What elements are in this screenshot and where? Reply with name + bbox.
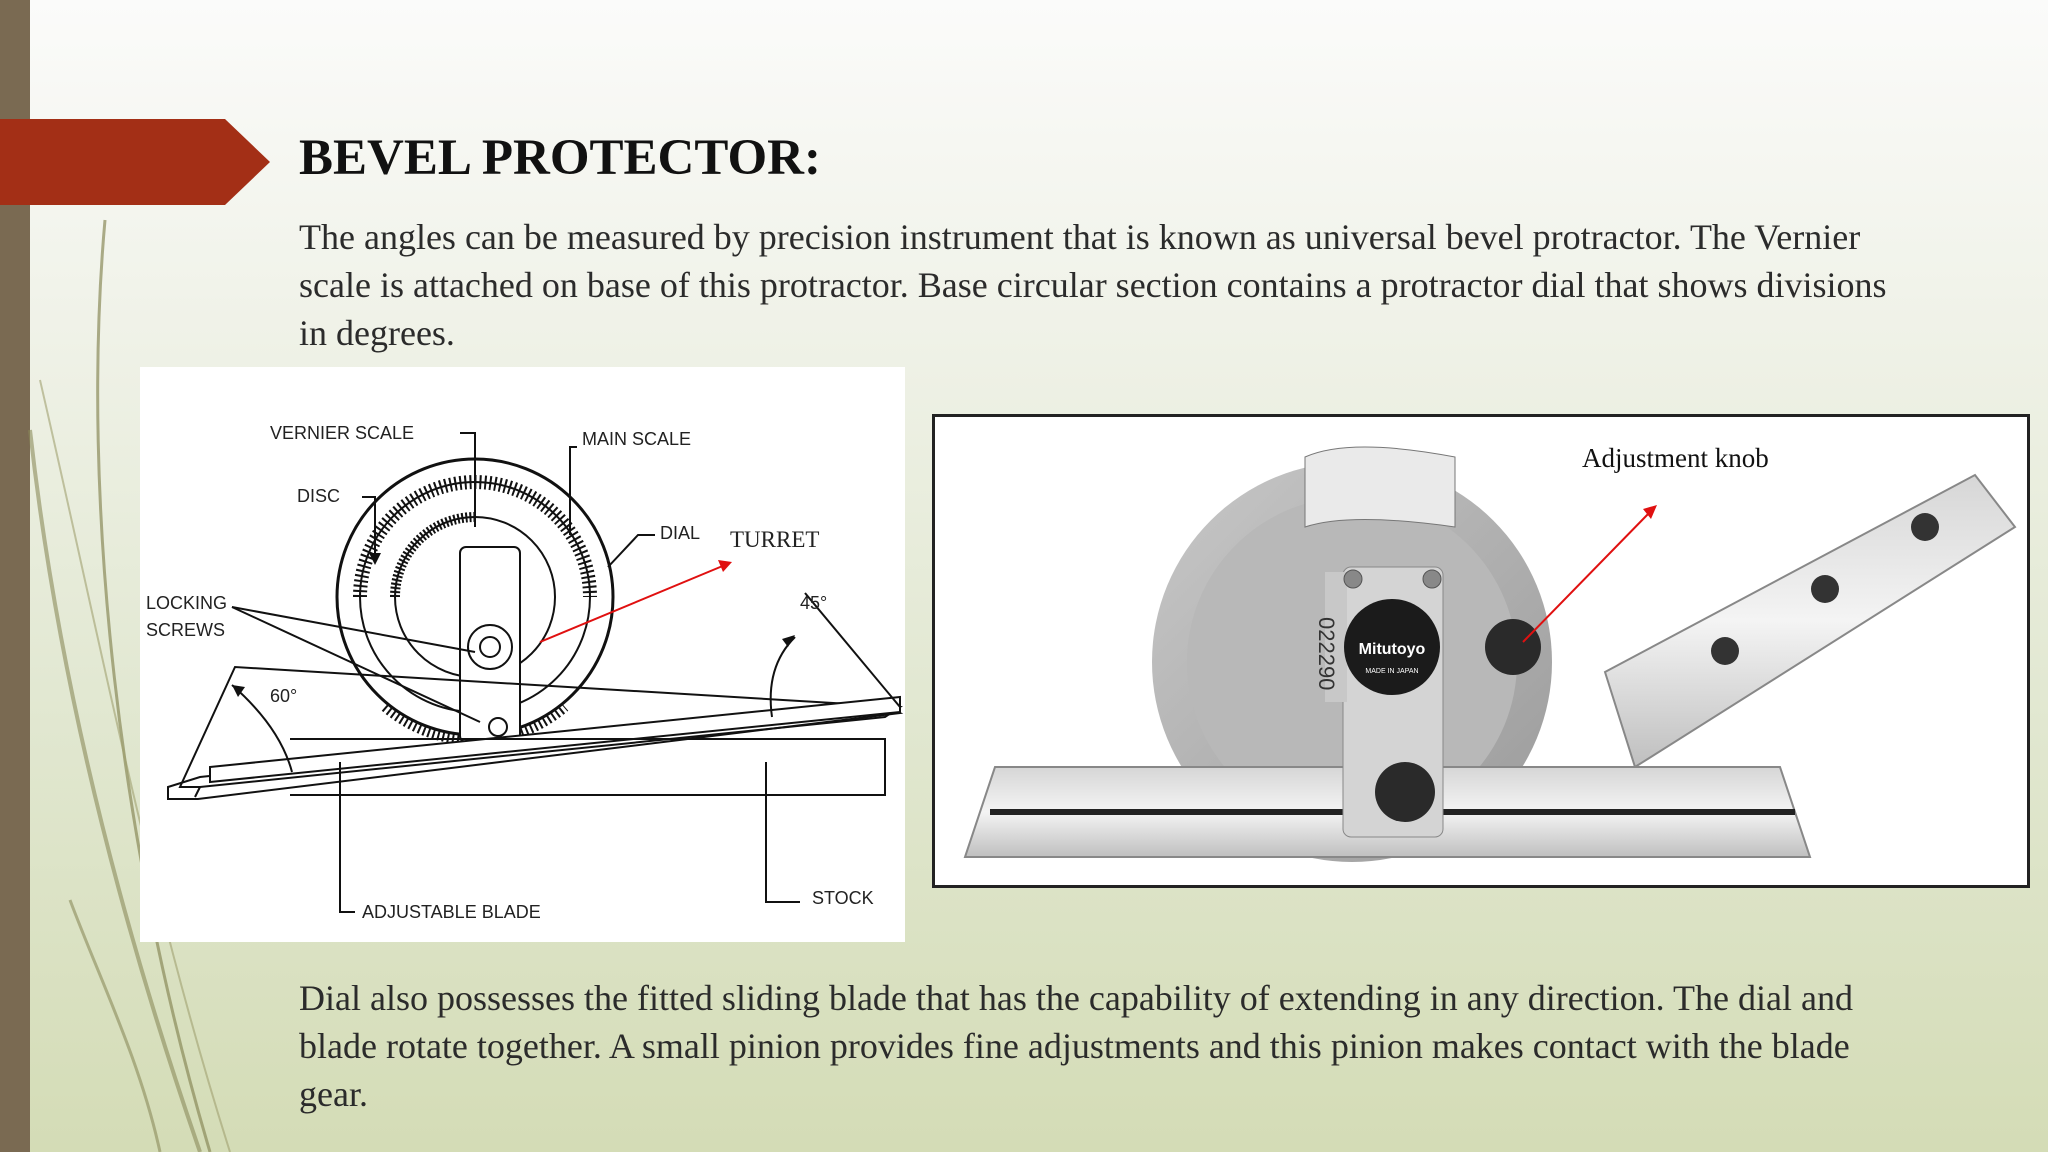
bevel-protractor-diagram <box>140 367 905 942</box>
brand-logo-text: Mitutoyo <box>1358 641 1426 658</box>
label-main-scale: MAIN SCALE <box>582 429 692 449</box>
label-locking: LOCKING <box>146 593 228 613</box>
label-dial: DIAL <box>660 523 701 543</box>
label-angle-45: 45° <box>800 593 828 613</box>
title-arrow-banner <box>0 119 270 205</box>
adjustment-knob-label: Adjustment knob <box>1582 443 1769 473</box>
label-angle-60: 60° <box>270 686 298 706</box>
made-in-text: MADE IN JAPAN <box>1365 668 1419 675</box>
closing-paragraph: Dial also possesses the fitted sliding blade that has the capability of extending in any direction. The dial and blade rotate together. A small pinion provides fine adjustments and this pinion makes contact with the blade gear. <box>299 978 1853 1114</box>
label-turret: TURRET <box>730 527 820 552</box>
locking-knob <box>1375 762 1435 822</box>
label-disc: DISC <box>297 486 341 506</box>
label-vernier-scale: VERNIER SCALE <box>270 423 415 443</box>
adjustment-knob <box>1485 619 1541 675</box>
label-stock: STOCK <box>812 888 874 908</box>
label-screws: SCREWS <box>146 620 226 640</box>
slide-title: BEVEL PROTECTOR: <box>299 130 821 186</box>
serial-number: 022290 <box>1314 617 1339 691</box>
mitutoyo-protractor-photo <box>932 414 2030 888</box>
label-adjustable-blade: ADJUSTABLE BLADE <box>362 902 541 922</box>
intro-paragraph: The angles can be measured by precision instrument that is known as universal bevel protractor. The Vernier scale is attached on base of this protractor. Base circular section contains a protractor dial that shows divisions in degrees. <box>299 217 1887 353</box>
